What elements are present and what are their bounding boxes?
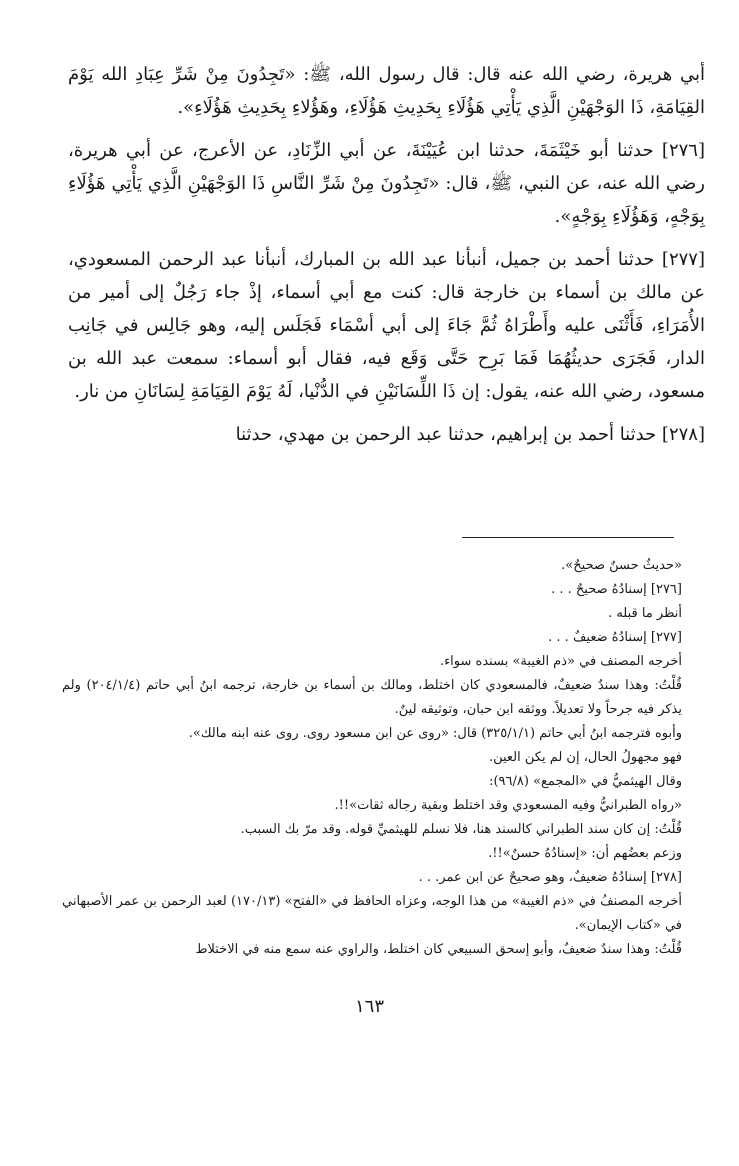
footnote-line: «حديثٌ حسنٌ صحيحٌ». bbox=[561, 558, 682, 573]
footnote-line: [٢٧٧] إسنادُهُ ضعيفٌ . . . bbox=[548, 630, 682, 645]
footnote-line: وقال الهيثميُّ في «المجمع» (٩٦/٨): bbox=[489, 774, 682, 789]
hadith-275-end: أبي هريرة، رضي الله عنه قال: قال رسول الله، ﷺ: «تَجِدُونَ مِنْ شَرِّ عِبَادِ الله يَوْمَ القِيَامَةِ، ذَا الوَجْهَيْنِ الَّذِي يَأْتِي هَؤُلَاءِ بِحَدِيثِ هَؤُلَاءِ، وهَؤُلاءِ بِحَدِيثِ هَؤُلَاءِ». bbox=[68, 64, 705, 118]
footnote-line: أخرجه المصنف في «ذم الغيبة» بسنده سواء. bbox=[439, 654, 682, 669]
footnote-line: أخرجه المصنفُ في «ذم الغيبة» من هذا الوجه، وعزاه الحافظ في «الفتح» (١٧٠/١٣) لعبد الرحمن بن عمر الأصبهاني في «كتاب الإيمان». bbox=[62, 894, 682, 933]
footnote-line: [٢٧٨] إسنادُهُ ضعيفٌ، وهو صحيحٌ عن ابن عمر. . . bbox=[418, 870, 682, 885]
footnote-line: وزعم بعضُهم أن: «إسنادُهُ حسنٌ»!!. bbox=[488, 846, 682, 861]
footnote-line: أنظر ما قبله . bbox=[608, 606, 682, 621]
footnote-line: قُلْتُ: إن كان سند الطبراني كالسند هنا، فلا نسلم للهيثميِّ قوله. وقد مرّ بك السبب. bbox=[240, 822, 682, 837]
footnote-line: قُلْتُ: وهذا سندٌ ضعيفٌ، فالمسعودي كان اختلط، ومالك بن أسماء بن خارجة، ترجمه ابنُ أبي حاتم (٢٠٤/١/٤) ولم يذكر فيه جرحاً ولا تعديلاً. ووثقه ابن حبان، وتوثيقه لينٌ. bbox=[62, 678, 682, 717]
hadith-278-start: [٢٧٨] حدثنا أحمد بن إبراهيم، حدثنا عبد الرحمن بن مهدي، حدثنا bbox=[235, 424, 705, 445]
footnote-line: [٢٧٦] إسنادُهُ صحيحٌ . . . bbox=[551, 582, 682, 597]
footnote-line: وأبوه فترجمه ابنُ أبي حاتم (٣٢٥/١/١) قال: «روى عن ابن مسعود روى. روى عنه ابنه مالك». bbox=[188, 726, 682, 741]
hadith-276: [٢٧٦] حدثنا أبو خَيْثَمَةَ، حدثنا ابن عُيَيْنَةَ، عن أبي الزِّنَادِ، عن الأعرج، عن أبي هريرة، رضي الله عنه، عن النبي، ﷺ، قال: «تَجِدُونَ مِنْ شَرِّ النَّاسِ ذَا الوَجْهَيْنِ الَّذِي يَأْتِي هَؤُلَاءِ بِوَجْهٍ، وَهَؤُلَاءِ بِوَجْهٍ». bbox=[68, 140, 705, 227]
main-text bbox=[68, 58, 705, 461]
footnote-divider bbox=[462, 537, 674, 538]
hadith-277: [٢٧٧] حدثنا أحمد بن جميل، أنبأنا عبد الله بن المبارك، أنبأنا عبد الرحمن المسعودي، عن مالك بن أسماء بن خارجة قال: كنت مع أبي أسماء، إذْ جاء رَجُلٌ إلى أمير من الأُمَرَاءِ، فَأَثْنَى عليه وأَطْرَاهُ ثُمَّ جَاءَ إلى أبي أسْمَاء فَجَلَس إليه، وهو جَالِس في جَانِب الدار، فَجَرَى حديثُهُمَا فَمَا بَرِح حَتَّى وَقَع فيه، فقال أبو أسماء: سمعت عبد الله بن مسعود، رضي الله عنه، يقول: إن ذَا اللِّسَانَيْنِ في الدُّنْيا، لَهُ يَوْمَ القِيَامَةِ لِسَانَانِ من نار. bbox=[68, 249, 705, 402]
footnotes bbox=[62, 554, 682, 962]
footnote-line: قُلْتُ: وهذا سندٌ ضعيفٌ، وأبو إسحق السبيعي كان اختلط، والراوي عنه سمع منه في الاختلاط bbox=[195, 942, 682, 957]
page-number: ١٦٣ bbox=[354, 996, 384, 1017]
footnote-line: «رواه الطبرانيُّ وفيه المسعودي وقد اختلط وبقية رجاله ثقات»!!. bbox=[334, 798, 682, 813]
footnote-line: فهو مجهولُ الحال، إن لم يكن العين. bbox=[488, 750, 682, 765]
